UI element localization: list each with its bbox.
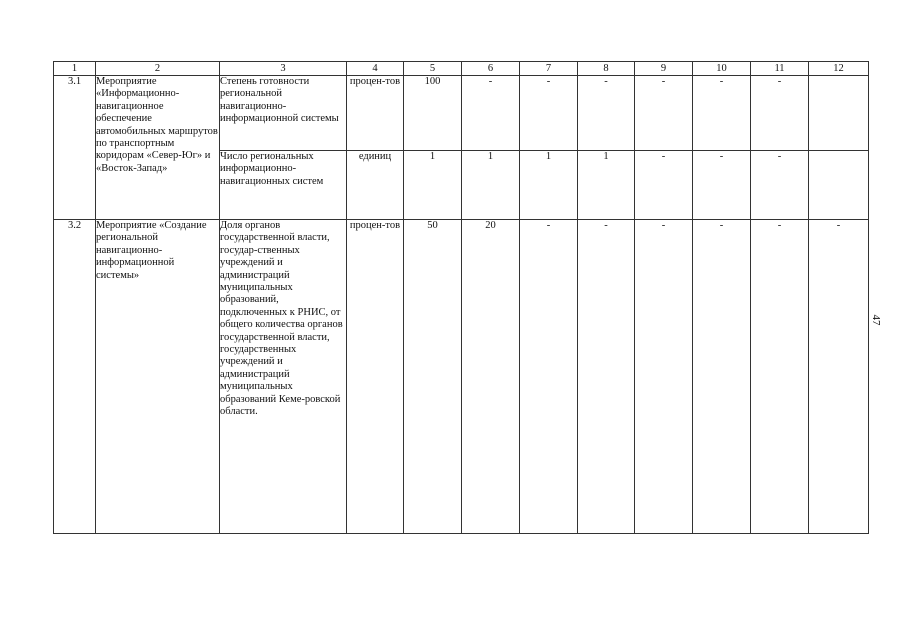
value-cell: 20 <box>462 220 520 534</box>
value-cell: - <box>520 220 578 534</box>
column-number: 9 <box>635 62 693 76</box>
value-cell: 1 <box>578 151 635 220</box>
column-number: 6 <box>462 62 520 76</box>
column-number: 8 <box>578 62 635 76</box>
value-cell: - <box>693 76 751 151</box>
column-number: 3 <box>220 62 347 76</box>
value-cell: - <box>635 76 693 151</box>
value-cell: 1 <box>462 151 520 220</box>
column-number: 12 <box>809 62 869 76</box>
row-number: 3.1 <box>54 76 96 220</box>
value-cell: 100 <box>404 76 462 151</box>
value-cell: - <box>809 220 869 534</box>
value-cell: - <box>693 151 751 220</box>
table-row <box>54 220 869 534</box>
column-number-row <box>54 62 869 76</box>
event-name: Мероприятие «Информационно-навигационное обеспечение автомобильных маршрутов по транспортным коридорам «Север-Юг» и «Восток-Запад» <box>96 76 220 220</box>
value-cell: - <box>635 220 693 534</box>
page-number: 47 <box>870 314 882 326</box>
column-number: 2 <box>96 62 220 76</box>
value-cell: - <box>751 151 809 220</box>
row-number: 3.2 <box>54 220 96 534</box>
value-cell: 1 <box>404 151 462 220</box>
indicators-table <box>53 61 869 534</box>
value-cell <box>809 76 869 151</box>
column-number: 1 <box>54 62 96 76</box>
column-number: 11 <box>751 62 809 76</box>
indicator-name: Доля органов государственной власти, государ-ственных учреждений и администраций муниципальных образований, подключенных к РНИС, от общего количества органов государственной власти, государственных учреждений и администраций муниципальных образований Кеме-ровской области. <box>220 220 347 534</box>
indicator-unit: единиц <box>347 151 404 220</box>
value-cell: - <box>635 151 693 220</box>
value-cell: - <box>462 76 520 151</box>
value-cell: - <box>520 76 578 151</box>
column-number: 10 <box>693 62 751 76</box>
value-cell: - <box>751 220 809 534</box>
value-cell: - <box>578 76 635 151</box>
column-number: 4 <box>347 62 404 76</box>
column-number: 7 <box>520 62 578 76</box>
value-cell: - <box>751 76 809 151</box>
indicator-name: Число региональных информационно-навигационных систем <box>220 151 347 220</box>
value-cell: - <box>693 220 751 534</box>
indicator-unit: процен-тов <box>347 76 404 151</box>
value-cell: - <box>578 220 635 534</box>
value-cell: 1 <box>520 151 578 220</box>
indicator-unit: процен-тов <box>347 220 404 534</box>
table-row <box>54 76 869 151</box>
value-cell <box>809 151 869 220</box>
value-cell: 50 <box>404 220 462 534</box>
indicator-name: Степень готовности региональной навигационно-информационной системы <box>220 76 347 151</box>
event-name: Мероприятие «Создание региональной навигационно-информационной системы» <box>96 220 220 534</box>
column-number: 5 <box>404 62 462 76</box>
